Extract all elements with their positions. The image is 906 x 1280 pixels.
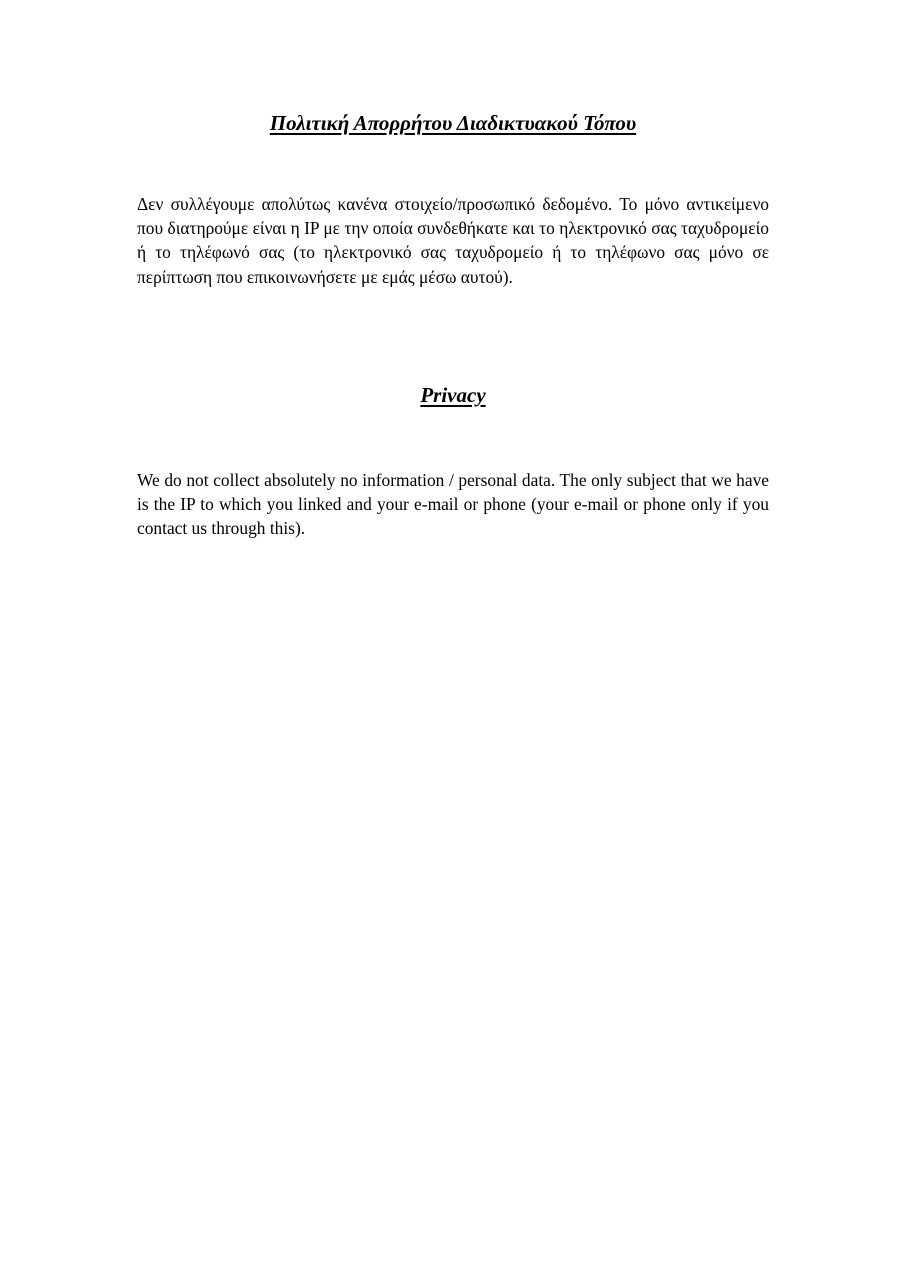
english-privacy-title: Privacy: [420, 383, 486, 407]
greek-privacy-title: Πολιτική Απορρήτου Διαδικτυακού Τόπου: [269, 111, 637, 135]
greek-privacy-paragraph: Δεν συλλέγουμε απολύτως κανένα στοιχείο/προσωπικό δεδομένο. Το μόνο αντικείμενο που διατηρούμε είναι η IP με την οποία συνδεθήκατε και το ηλεκτρονικό σας ταχυδρομείο ή το τηλέφωνό σας (το ηλεκτρονικό σας ταχυδρομείο ή το τηλέφωνο σας μόνο σε περίπτωση που επικοινωνήσετε με εμάς μέσω αυτού).: [137, 194, 769, 287]
english-privacy-paragraph: We do not collect absolutely no information / personal data. The only subject that we have is the IP to which you linked and your e-mail or phone (your e-mail or phone only if you contact us through this).: [137, 470, 769, 539]
